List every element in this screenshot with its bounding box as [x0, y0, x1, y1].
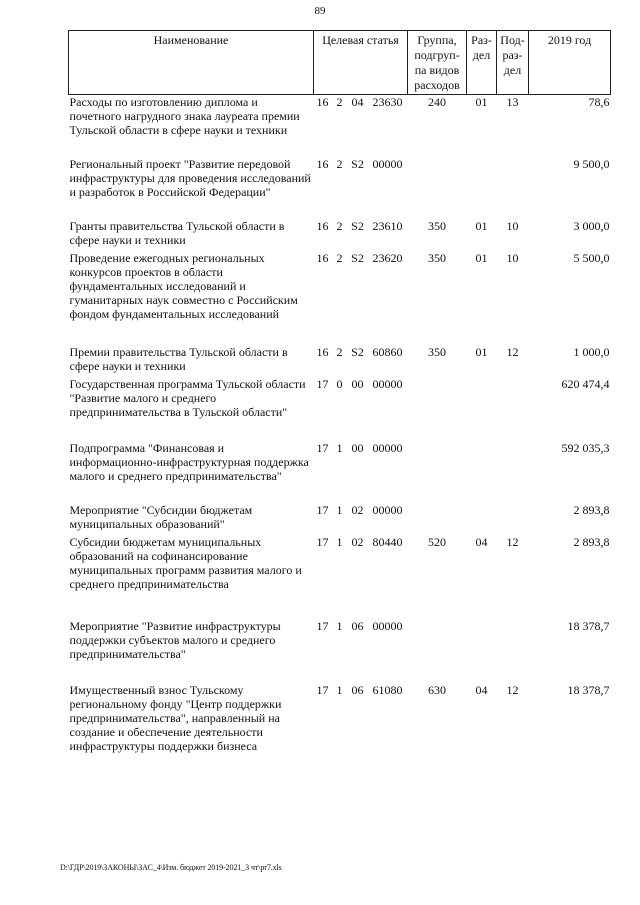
- row-code-4: 00000: [372, 502, 403, 517]
- header-razdel: Раз-дел: [467, 31, 497, 95]
- row-razdel: [467, 619, 497, 683]
- row-amount: 5 500,0: [573, 250, 610, 265]
- row-code-3: 06: [351, 682, 364, 697]
- row-code-2: 2: [336, 250, 343, 265]
- row-code-2: 2: [336, 95, 343, 109]
- row-podrazdel: [497, 441, 529, 503]
- row-razdel: [467, 377, 497, 441]
- table-row: [69, 377, 611, 441]
- row-razdel: [467, 441, 497, 503]
- row-name: Расходы по изготовлению диплома и почетного нагрудного знака лауреата премии Тульской области в сфере науки и техники: [69, 95, 300, 137]
- row-amount: 2 893,8: [573, 534, 610, 549]
- table-row: [69, 219, 611, 251]
- row-razdel: [467, 503, 497, 535]
- row-name: Гранты правительства Тульской области в сфере науки и техники: [69, 218, 285, 247]
- table-row: [69, 95, 611, 157]
- row-amount: 18 378,7: [567, 618, 610, 633]
- row-group: 630: [428, 682, 447, 697]
- row-code-1: 17: [316, 682, 329, 697]
- row-code-2: 0: [336, 376, 343, 391]
- row-razdel: [467, 157, 497, 219]
- row-podrazdel: 10: [506, 218, 519, 233]
- row-razdel: 01: [475, 344, 488, 359]
- row-code-1: 16: [316, 250, 329, 265]
- header-row: [69, 31, 611, 95]
- row-code-3: 00: [351, 376, 364, 391]
- table-row: [69, 251, 611, 345]
- header-podrazdel: Под-раз-дел: [497, 31, 529, 95]
- row-code-4: 00000: [372, 156, 403, 171]
- row-group: [408, 619, 467, 683]
- budget-table-container: [68, 30, 610, 763]
- row-code-4: 61080: [372, 682, 403, 697]
- row-code-3: 00: [351, 440, 364, 455]
- row-podrazdel: 10: [506, 250, 519, 265]
- row-group: [408, 503, 467, 535]
- file-path-footer: D:\ГДР\2019\ЗАКОНЫ\ЗАС_4\Изм. бюджет 2019-2021_3 чт\pr7.xls: [60, 863, 282, 872]
- row-code-4: 23620: [372, 250, 403, 265]
- table-header: [69, 31, 611, 95]
- header-year: 2019 год: [529, 31, 611, 95]
- header-group: Группа, подгруп-па видов расходов: [408, 31, 467, 95]
- row-razdel: 01: [475, 218, 488, 233]
- row-podrazdel: 12: [506, 682, 519, 697]
- row-name: Государственная программа Тульской области "Развитие малого и среднего предпринимательства в Тульской области": [69, 376, 306, 419]
- row-code-3: S2: [351, 218, 364, 233]
- header-target-article: Целевая статья: [314, 31, 408, 95]
- row-razdel: 01: [475, 95, 488, 109]
- row-code-2: 2: [336, 218, 343, 233]
- page-number: 89: [314, 5, 326, 17]
- row-name: Подпрограмма "Финансовая и информационно-инфраструктурная поддержка малого и среднего предпринимательства": [69, 440, 309, 483]
- row-code-4: 80440: [372, 534, 403, 549]
- row-podrazdel: 12: [506, 344, 519, 359]
- row-name: Региональный проект "Развитие передовой инфраструктуры для проведения исследований и разработок в Российской Федерации": [69, 156, 311, 199]
- row-code-2: 2: [336, 344, 343, 359]
- row-group: 350: [428, 344, 447, 359]
- row-name: Субсидии бюджетам муниципальных образований на софинансирование муниципальных программ развития малого и среднего предпринимательства: [69, 534, 302, 591]
- row-code-4: 00000: [372, 618, 403, 633]
- row-group: [408, 377, 467, 441]
- table-row: [69, 345, 611, 377]
- header-name: Наименование: [69, 31, 314, 95]
- row-code-1: 17: [316, 376, 329, 391]
- row-code-1: 16: [316, 218, 329, 233]
- row-code-1: 17: [316, 502, 329, 517]
- row-code-1: 16: [316, 95, 329, 109]
- row-name: Мероприятие "Субсидии бюджетам муниципальных образований": [69, 502, 253, 531]
- row-razdel: 01: [475, 250, 488, 265]
- row-group: 350: [428, 250, 447, 265]
- row-amount: 78,6: [588, 95, 610, 109]
- row-code-2: 1: [336, 440, 343, 455]
- row-name: Премии правительства Тульской области в сфере науки и техники: [69, 344, 288, 373]
- row-group: [408, 157, 467, 219]
- row-amount: 1 000,0: [573, 344, 610, 359]
- row-name: Проведение ежегодных региональных конкурсов проектов в области фундаментальных исследований и гуманитарных наук совместно с Российским фондом фундаментальных исследований: [69, 250, 298, 321]
- row-podrazdel: [497, 503, 529, 535]
- table-row: [69, 619, 611, 683]
- row-code-3: 02: [351, 534, 364, 549]
- row-podrazdel: [497, 377, 529, 441]
- row-name: Имущественный взнос Тульскому региональному фонду "Центр поддержки предпринимательства", направленный на создание и обеспечение деятельности инфраструктуры поддержки бизнеса: [69, 682, 282, 753]
- row-code-1: 16: [316, 156, 329, 171]
- row-amount: 2 893,8: [573, 502, 610, 517]
- row-code-1: 16: [316, 344, 329, 359]
- row-podrazdel: [497, 157, 529, 219]
- row-code-2: 2: [336, 156, 343, 171]
- row-group: 240: [428, 95, 447, 109]
- row-code-4: 00000: [372, 376, 403, 391]
- table-row: [69, 157, 611, 219]
- row-code-4: 23610: [372, 218, 403, 233]
- row-amount: 620 474,4: [561, 376, 610, 391]
- row-code-3: S2: [351, 156, 364, 171]
- row-group: 350: [428, 218, 447, 233]
- table-body: [69, 95, 611, 763]
- row-amount: 18 378,7: [567, 682, 610, 697]
- row-razdel: 04: [475, 682, 488, 697]
- row-code-3: 04: [351, 95, 364, 109]
- table-row: [69, 503, 611, 535]
- row-amount: 9 500,0: [573, 156, 610, 171]
- row-code-3: 06: [351, 618, 364, 633]
- row-code-1: 17: [316, 534, 329, 549]
- row-podrazdel: 12: [506, 534, 519, 549]
- row-razdel: 04: [475, 534, 488, 549]
- row-code-2: 1: [336, 502, 343, 517]
- row-code-3: S2: [351, 250, 364, 265]
- row-code-2: 1: [336, 534, 343, 549]
- row-code-4: 60860: [372, 344, 403, 359]
- row-group: 520: [428, 534, 447, 549]
- row-code-2: 1: [336, 682, 343, 697]
- row-amount: 3 000,0: [573, 218, 610, 233]
- row-group: [408, 441, 467, 503]
- row-code-3: 02: [351, 502, 364, 517]
- row-name: Мероприятие "Развитие инфраструктуры поддержки субъектов малого и среднего предпринимательства": [69, 618, 281, 661]
- table-row: [69, 535, 611, 619]
- budget-table: [68, 30, 611, 763]
- row-podrazdel: [497, 619, 529, 683]
- row-code-4: 00000: [372, 440, 403, 455]
- row-podrazdel: 13: [506, 95, 519, 109]
- table-row: [69, 441, 611, 503]
- table-row: [69, 683, 611, 763]
- row-code-4: 23630: [372, 95, 403, 109]
- row-amount: 592 035,3: [561, 440, 610, 455]
- row-code-3: S2: [351, 344, 364, 359]
- row-code-2: 1: [336, 618, 343, 633]
- row-code-1: 17: [316, 440, 329, 455]
- row-code-1: 17: [316, 618, 329, 633]
